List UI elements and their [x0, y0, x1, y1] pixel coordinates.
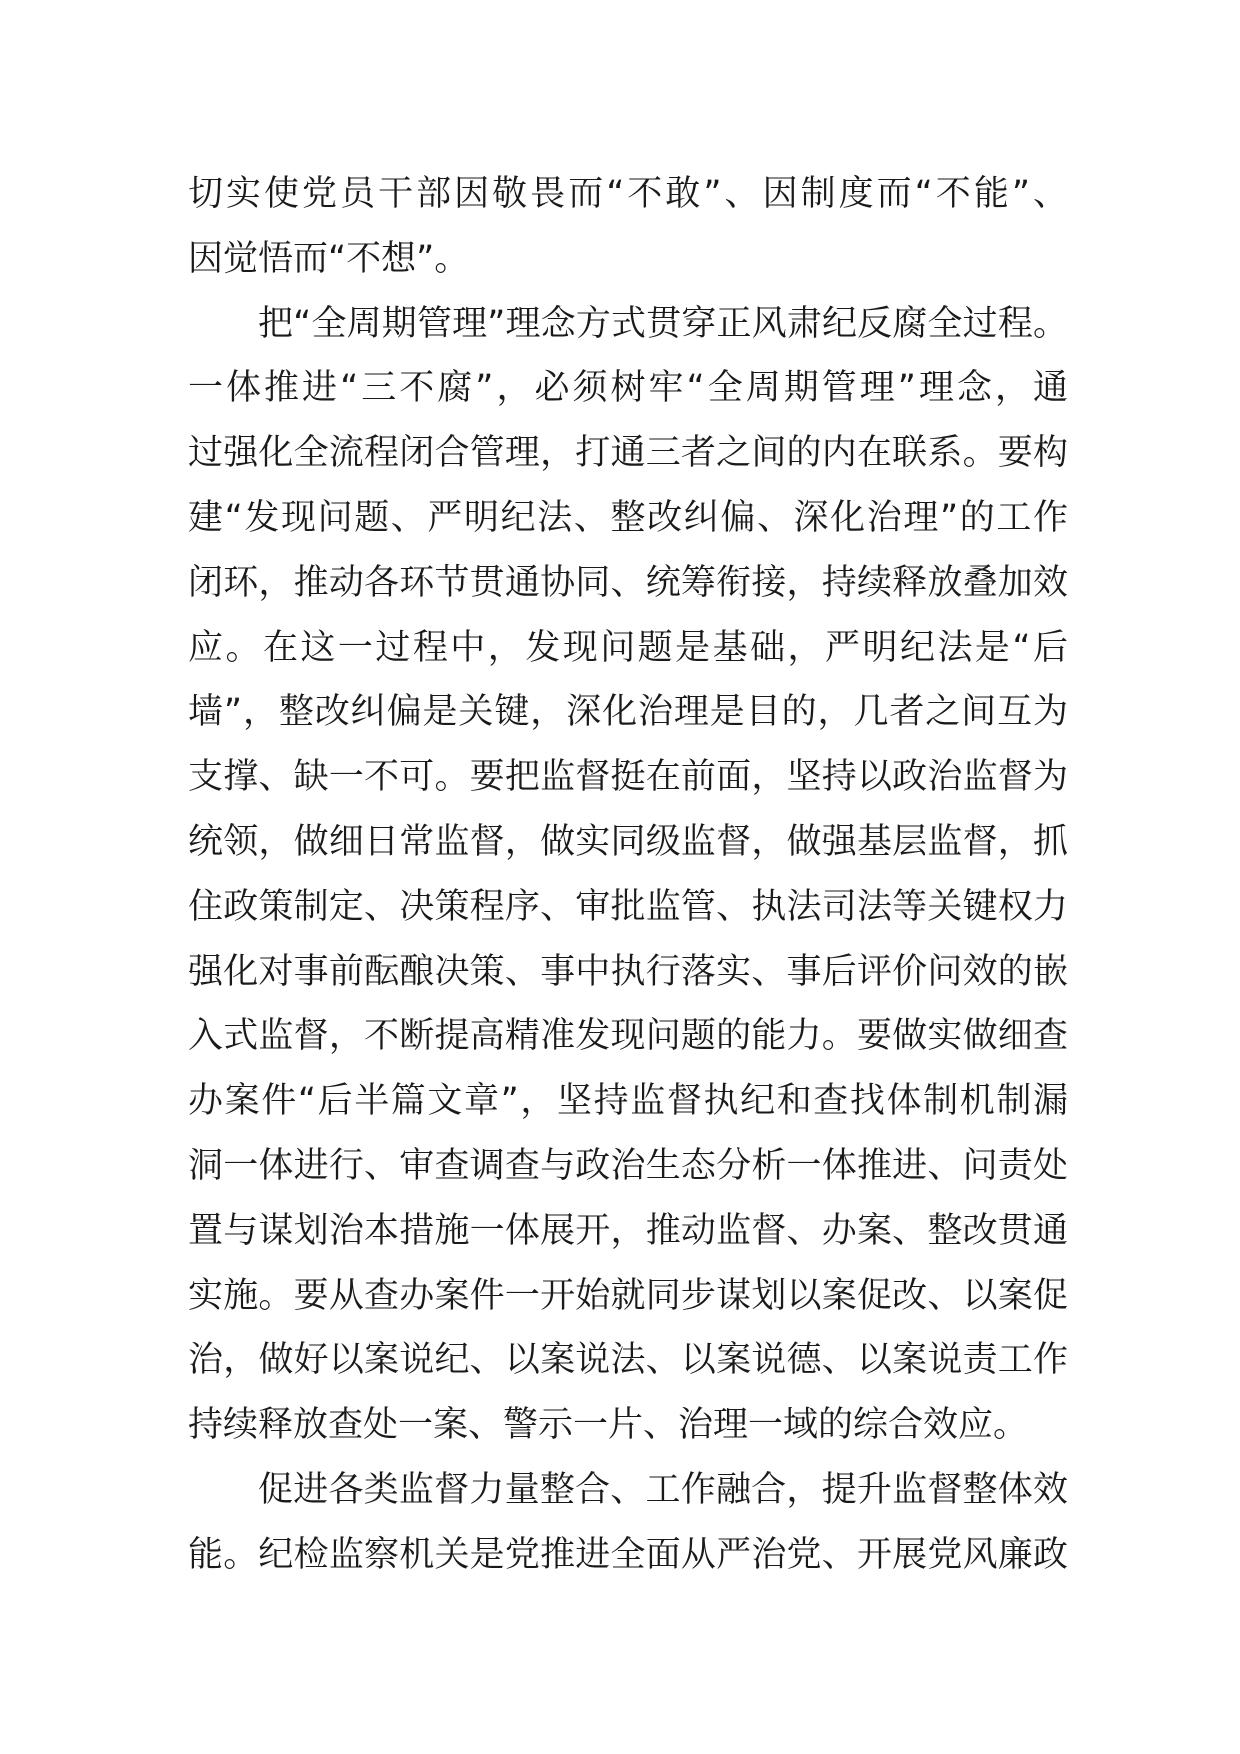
body-text: [188, 162, 1068, 1588]
text-line: 治，做好以案说纪、以案说法、以案说德、以案说责工作: [188, 1340, 1068, 1381]
text-line: 闭环，推动各环节贯通协同、统筹衔接，持续释放叠加效: [188, 562, 1068, 603]
text-line: 能。纪检监察机关是党推进全面从严治党、开展党风廉政: [188, 1534, 1068, 1575]
text-line: 切实使党员干部因敬畏而“不敢”、因制度而“不能”、: [188, 174, 1068, 214]
text-line: 持续释放查处一案、警示一片、治理一域的综合效应。: [188, 1405, 1029, 1446]
text-line: 支撑、缺一不可。要把监督挺在前面，坚持以政治监督为: [188, 757, 1068, 798]
text-line: 办案件“后半篇文章”，坚持监督执纪和查找体制机制漏: [188, 1081, 1068, 1122]
text-line: 因觉悟而“不想”。: [188, 238, 470, 279]
paragraph-first-line: 促进各类监督力量整合、工作融合，提升监督整体效: [258, 1469, 1068, 1510]
text-line: 住政策制定、决策程序、审批监管、执法司法等关键权力: [188, 886, 1068, 927]
text-line: 实施。要从查办案件一开始就同步谋划以案促改、以案促: [188, 1275, 1068, 1316]
text-line: 洞一体进行、审查调查与政治生态分析一体推进、问责处: [188, 1145, 1068, 1186]
text-line: 入式监督，不断提高精准发现问题的能力。要做实做细查: [188, 1016, 1068, 1057]
text-line: 强化对事前酝酿决策、事中执行落实、事后评价问效的嵌: [188, 951, 1068, 992]
text-line: 过强化全流程闭合管理，打通三者之间的内在联系。要构: [188, 433, 1068, 474]
text-line: 应。在这一过程中，发现问题是基础，严明纪法是“后: [188, 627, 1068, 668]
text-line: 一体推进“三不腐”，必须树牢“全周期管理”理念，通: [188, 368, 1068, 409]
text-line: 建“发现问题、严明纪法、整改纠偏、深化治理”的工作: [188, 497, 1068, 538]
text-line: 统领，做细日常监督，做实同级监督，做强基层监督，抓: [188, 821, 1068, 862]
text-line: 置与谋划治本措施一体展开，推动监督、办案、整改贯通: [188, 1210, 1068, 1251]
text-line: 墙”，整改纠偏是关键，深化治理是目的，几者之间互为: [188, 692, 1068, 733]
paragraph-first-line: 把“全周期管理”理念方式贯穿正风肃纪反腐全过程。: [258, 303, 1068, 344]
